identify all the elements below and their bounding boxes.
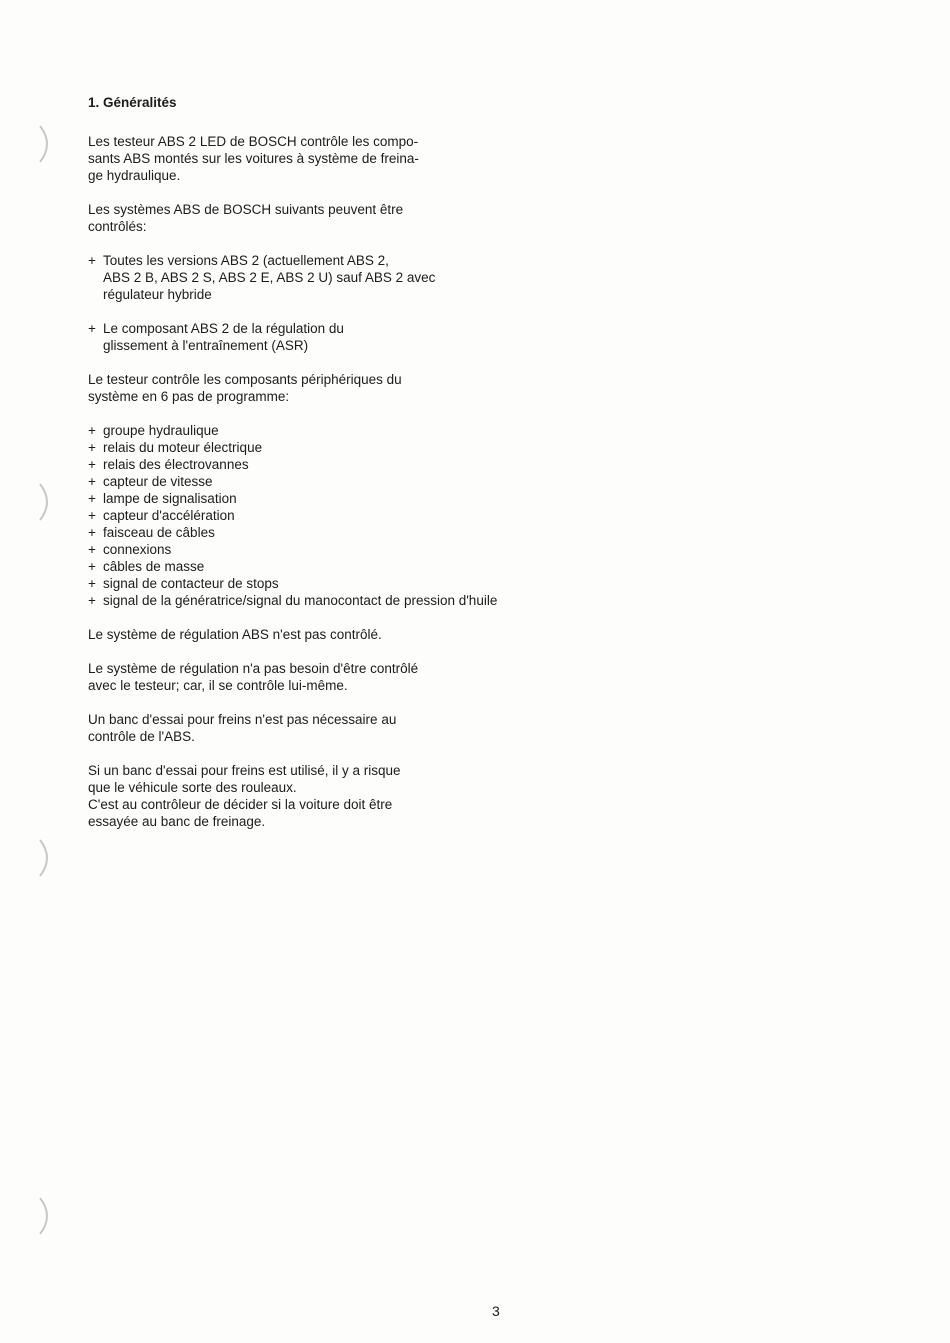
list-item-text: câbles de masse (103, 559, 205, 574)
page-number: 3 (492, 1303, 500, 1319)
binder-hole-mark (36, 838, 56, 878)
system-item (88, 252, 568, 303)
list-item-text: connexions (103, 542, 172, 557)
plus-bullet: + (88, 457, 96, 472)
binder-hole-mark (36, 1196, 56, 1236)
systems-intro-paragraph: Les systèmes ABS de BOSCH suivants peuvent être contrôlés: (88, 202, 404, 234)
plus-bullet: + (88, 525, 96, 540)
list-item (88, 422, 608, 439)
list-item-text: faisceau de câbles (103, 525, 215, 540)
list-item-text: relais des électrovannes (103, 457, 249, 472)
list-item-text: groupe hydraulique (103, 423, 219, 438)
section-heading: 1. Généralités (88, 95, 177, 110)
plus-bullet: + (88, 474, 96, 489)
list-item (88, 524, 608, 541)
plus-bullet: + (88, 542, 96, 557)
plus-bullet: + (88, 559, 96, 574)
list-item (88, 456, 608, 473)
not-controlled-paragraph: Le système de régulation ABS n'est pas contrôlé. (88, 627, 382, 642)
plus-bullet: + (88, 491, 96, 506)
list-item (88, 592, 608, 609)
risk-paragraph: Si un banc d'essai pour freins est utilisé, il y a risque que le véhicule sorte des rouleaux. C'est au contrôleur de décider si la voiture doit être essayée au banc de freinage. (88, 763, 401, 829)
plus-bullet: + (88, 508, 96, 523)
list-item (88, 473, 608, 490)
system-item-text: Toutes les versions ABS 2 (actuellement ABS 2, ABS 2 B, ABS 2 S, ABS 2 E, ABS 2 U) sauf ABS 2 avec régulateur hybride (103, 253, 436, 302)
plus-bullet: + (88, 593, 96, 608)
list-item (88, 575, 608, 592)
plus-bullet: + (88, 440, 96, 455)
binder-hole-mark (36, 124, 56, 164)
list-item (88, 490, 608, 507)
list-item-text: capteur de vitesse (103, 474, 213, 489)
list-item (88, 558, 608, 575)
plus-bullet: + (88, 423, 96, 438)
list-item-text: signal de contacteur de stops (103, 576, 279, 591)
list-item (88, 541, 608, 558)
list-item (88, 507, 608, 524)
plus-bullet: + (88, 321, 96, 336)
system-item (88, 320, 568, 354)
document-body (88, 94, 568, 847)
list-item-text: lampe de signalisation (103, 491, 237, 506)
plus-bullet: + (88, 253, 96, 268)
intro-paragraph: Les testeur ABS 2 LED de BOSCH contrôle les compo- sants ABS montés sur les voitures à système de freina- ge hydraulique. (88, 134, 419, 183)
system-item-text: Le composant ABS 2 de la régulation du glissement à l'entraînement (ASR) (103, 321, 344, 353)
self-check-paragraph: Le système de régulation n'a pas besoin d'être contrôlé avec le testeur; car, il se contrôle lui-même. (88, 661, 419, 693)
test-bench-paragraph: Un banc d'essai pour freins n'est pas nécessaire au contrôle de l'ABS. (88, 712, 397, 744)
component-list (88, 422, 608, 609)
list-item-text: capteur d'accélération (103, 508, 235, 523)
list-item (88, 439, 608, 456)
binder-hole-mark (36, 482, 56, 522)
list-item-text: signal de la génératrice/signal du manocontact de pression d'huile (103, 593, 498, 608)
tester-intro-paragraph: Le testeur contrôle les composants périphériques du système en 6 pas de programme: (88, 372, 402, 404)
plus-bullet: + (88, 576, 96, 591)
list-item-text: relais du moteur électrique (103, 440, 263, 455)
